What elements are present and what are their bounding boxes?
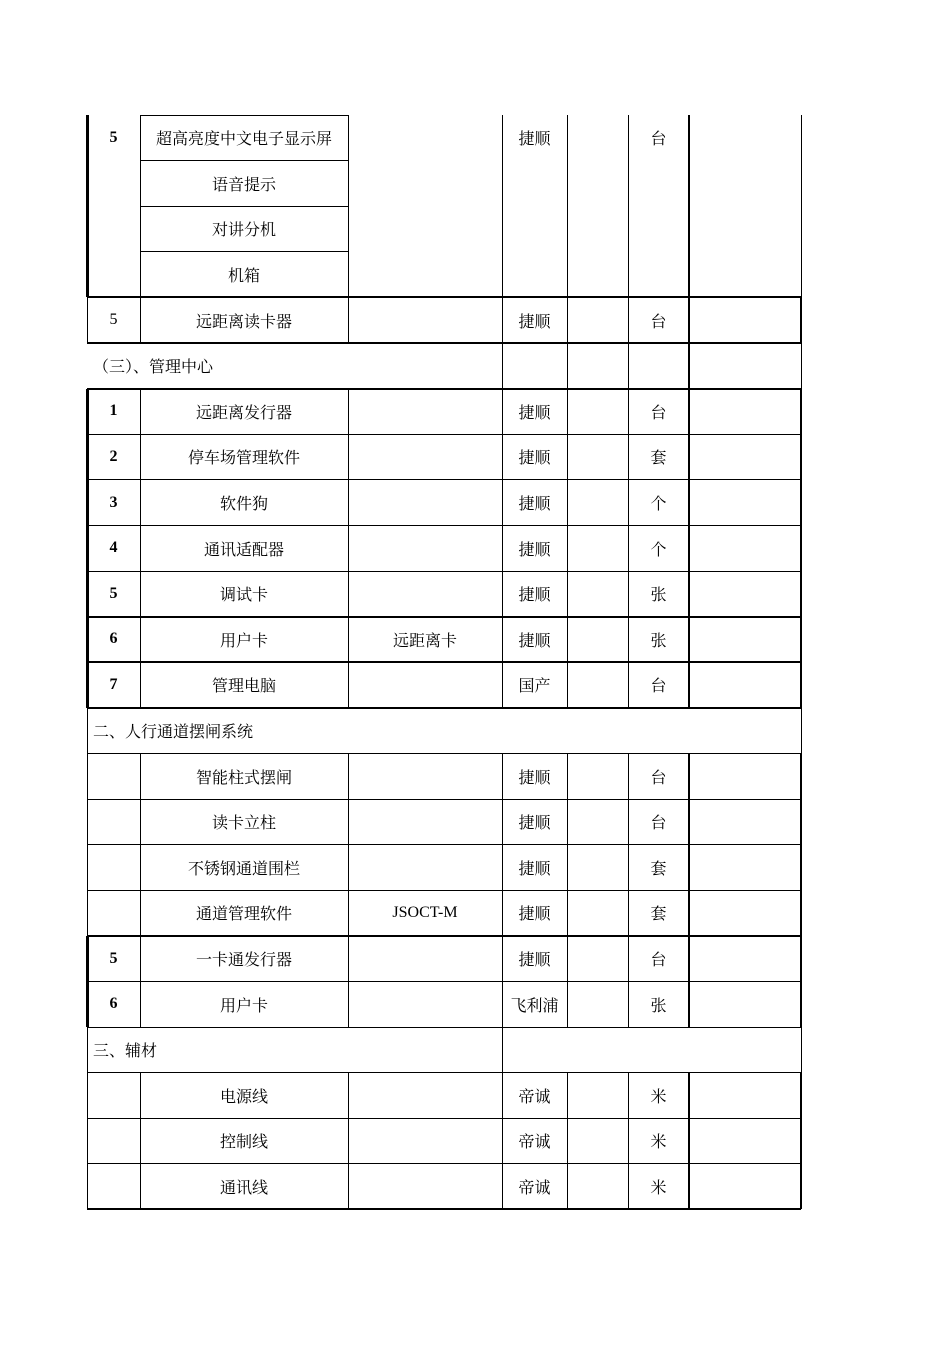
item-name: 语音提示 <box>211 174 276 194</box>
item-number: 2 <box>109 447 118 465</box>
item-name: 对讲分机 <box>211 220 276 240</box>
item-unit: 台 <box>650 311 667 331</box>
item-model <box>348 525 502 571</box>
row-border <box>87 799 801 800</box>
row-border <box>140 160 348 161</box>
item-brand: 捷顺 <box>518 494 551 514</box>
item-number: 1 <box>109 402 118 420</box>
column-border <box>140 753 141 1027</box>
item-number: 6 <box>109 995 118 1013</box>
row-border <box>87 1118 801 1119</box>
row-border <box>87 1072 801 1073</box>
item-model <box>348 1118 502 1164</box>
item-brand: 捷顺 <box>518 448 551 468</box>
item-number <box>87 1073 140 1119</box>
column-border <box>86 389 89 708</box>
column-border <box>502 1073 503 1210</box>
item-model <box>348 799 502 845</box>
item-model <box>348 571 502 617</box>
column-border <box>688 297 690 343</box>
item-unit: 台 <box>650 767 667 787</box>
item-number <box>87 753 140 799</box>
item-model <box>348 1164 502 1210</box>
column-border <box>87 1027 88 1073</box>
item-brand: 捷顺 <box>518 539 551 559</box>
item-brand: 捷顺 <box>518 311 551 331</box>
column-border <box>800 1073 802 1210</box>
column-border <box>688 389 690 708</box>
item-brand: 飞利浦 <box>510 995 559 1015</box>
item-unit: 套 <box>650 448 667 468</box>
row-border <box>87 844 801 845</box>
row-border <box>87 890 801 891</box>
item-model <box>348 389 502 435</box>
item-name: 一卡通发行器 <box>195 950 292 970</box>
row-border <box>140 251 348 252</box>
column-border <box>502 753 503 1027</box>
item-number <box>87 890 140 936</box>
row-border <box>87 661 801 663</box>
item-number: 5 <box>109 584 118 602</box>
column-border <box>567 297 568 343</box>
column-border <box>801 115 802 297</box>
row-border <box>87 707 801 709</box>
column-border <box>502 389 503 708</box>
item-name: 通讯适配器 <box>203 539 284 559</box>
column-border <box>567 1073 568 1210</box>
column-border <box>801 343 802 389</box>
column-border <box>140 1073 141 1210</box>
item-unit: 套 <box>650 904 667 924</box>
item-name: 软件狗 <box>219 494 268 514</box>
item-model <box>348 981 502 1027</box>
column-border <box>348 115 349 297</box>
item-model <box>348 434 502 480</box>
item-name: 通讯线 <box>219 1178 268 1198</box>
row-border <box>87 388 801 390</box>
item-unit: 个 <box>650 539 667 559</box>
item-number: 3 <box>109 493 118 511</box>
column-border <box>502 1027 503 1073</box>
column-border <box>628 297 629 343</box>
item-unit: 台 <box>650 129 667 149</box>
item-name: 智能柱式摆闸 <box>195 767 292 787</box>
column-border <box>348 297 349 343</box>
item-unit: 台 <box>650 676 667 696</box>
column-border <box>801 708 802 754</box>
item-brand: 国产 <box>518 676 551 696</box>
column-border <box>140 389 141 708</box>
column-border <box>87 1073 88 1210</box>
column-border <box>87 753 88 935</box>
item-name: 电源线 <box>219 1086 268 1106</box>
item-unit: 米 <box>650 1086 667 1106</box>
item-model <box>348 1073 502 1119</box>
item-name: 用户卡 <box>219 995 268 1015</box>
item-brand: 捷顺 <box>518 858 551 878</box>
section-heading-pedestrian: 二、人行通道摆闸系统 <box>93 722 254 742</box>
row-border <box>87 935 801 937</box>
row-border <box>87 1208 801 1210</box>
column-border <box>348 753 349 1027</box>
item-unit: 台 <box>650 813 667 833</box>
column-border <box>628 343 629 389</box>
item-brand: 捷顺 <box>518 630 551 650</box>
item-unit: 张 <box>650 995 667 1015</box>
row-border <box>87 981 801 982</box>
item-model: 远距离卡 <box>392 632 457 650</box>
column-border <box>567 753 568 1027</box>
item-number: 4 <box>109 539 118 557</box>
item-brand: 帝诚 <box>518 1178 551 1198</box>
row-border <box>87 296 801 298</box>
column-border <box>628 1073 629 1210</box>
item-brand: 捷顺 <box>518 813 551 833</box>
item-unit: 个 <box>650 494 667 514</box>
column-border <box>688 343 690 389</box>
item-name: 远距离发行器 <box>195 402 292 422</box>
column-border <box>800 297 802 343</box>
item-name: 调试卡 <box>219 585 268 605</box>
item-model <box>348 297 502 343</box>
item-name: 用户卡 <box>219 630 268 650</box>
item-unit: 台 <box>650 950 667 970</box>
column-border <box>87 708 88 754</box>
item-number: 7 <box>109 675 118 693</box>
item-name: 不锈钢通道围栏 <box>187 858 300 878</box>
item-brand: 帝诚 <box>518 1132 551 1152</box>
column-border <box>86 115 89 297</box>
item-number: 5 <box>109 128 118 146</box>
item-name: 机箱 <box>227 266 260 286</box>
item-model <box>348 662 502 708</box>
column-border <box>800 389 802 708</box>
item-unit: 米 <box>650 1132 667 1152</box>
column-border <box>688 115 690 297</box>
column-border <box>628 389 629 708</box>
item-model <box>348 845 502 891</box>
row-border <box>87 1163 801 1164</box>
item-model <box>348 936 502 982</box>
row-border <box>140 115 348 116</box>
item-model <box>348 753 502 799</box>
item-number: 6 <box>109 630 118 648</box>
column-border <box>567 343 568 389</box>
section-heading-management: （三）、管理中心 <box>93 359 214 377</box>
item-brand: 捷顺 <box>518 129 551 149</box>
item-name: 通道管理软件 <box>195 904 292 924</box>
item-brand: 捷顺 <box>518 402 551 422</box>
item-brand: 捷顺 <box>518 950 551 970</box>
column-border <box>628 753 629 1027</box>
item-number <box>87 1164 140 1210</box>
item-name: 管理电脑 <box>211 676 276 696</box>
item-number <box>87 845 140 891</box>
column-border <box>800 753 802 1027</box>
column-border <box>348 1073 349 1210</box>
column-border <box>86 936 89 1027</box>
item-brand: 帝诚 <box>518 1086 551 1106</box>
item-name: 读卡立柱 <box>211 813 276 833</box>
row-border <box>87 616 801 618</box>
row-border <box>87 1027 801 1028</box>
row-border <box>87 434 801 435</box>
item-unit: 张 <box>650 585 667 605</box>
item-number <box>87 799 140 845</box>
item-brand: 捷顺 <box>518 904 551 924</box>
item-number: 5 <box>109 949 118 967</box>
item-name: 超高亮度中文电子显示屏 <box>155 129 332 149</box>
item-name: 控制线 <box>219 1132 268 1152</box>
column-border <box>628 115 629 297</box>
item-brand: 捷顺 <box>518 767 551 787</box>
item-name: 远距离读卡器 <box>195 311 292 331</box>
column-border <box>140 297 141 343</box>
item-name: 停车场管理软件 <box>187 448 300 468</box>
row-border <box>87 342 801 344</box>
row-border <box>87 479 801 480</box>
column-border <box>801 1027 802 1073</box>
item-unit: 张 <box>650 630 667 650</box>
item-unit: 套 <box>650 858 667 878</box>
item-number <box>87 1118 140 1164</box>
section-heading-accessories: 三、辅材 <box>93 1041 158 1061</box>
item-model: JSOCT-M <box>392 903 458 921</box>
item-model <box>348 480 502 526</box>
column-border <box>140 115 141 297</box>
row-border <box>140 206 348 207</box>
row-border <box>87 753 801 754</box>
column-border <box>502 343 503 389</box>
column-border <box>502 297 503 343</box>
column-border <box>567 389 568 708</box>
column-border <box>348 389 349 708</box>
column-border <box>688 1073 690 1210</box>
column-border <box>567 115 568 297</box>
item-brand: 捷顺 <box>518 585 551 605</box>
item-unit: 米 <box>650 1178 667 1198</box>
column-border <box>502 115 503 297</box>
item-unit: 台 <box>650 402 667 422</box>
column-border <box>87 297 88 343</box>
column-border <box>688 753 690 1027</box>
row-border <box>87 525 801 526</box>
item-number: 5 <box>109 311 118 329</box>
row-border <box>87 571 801 572</box>
